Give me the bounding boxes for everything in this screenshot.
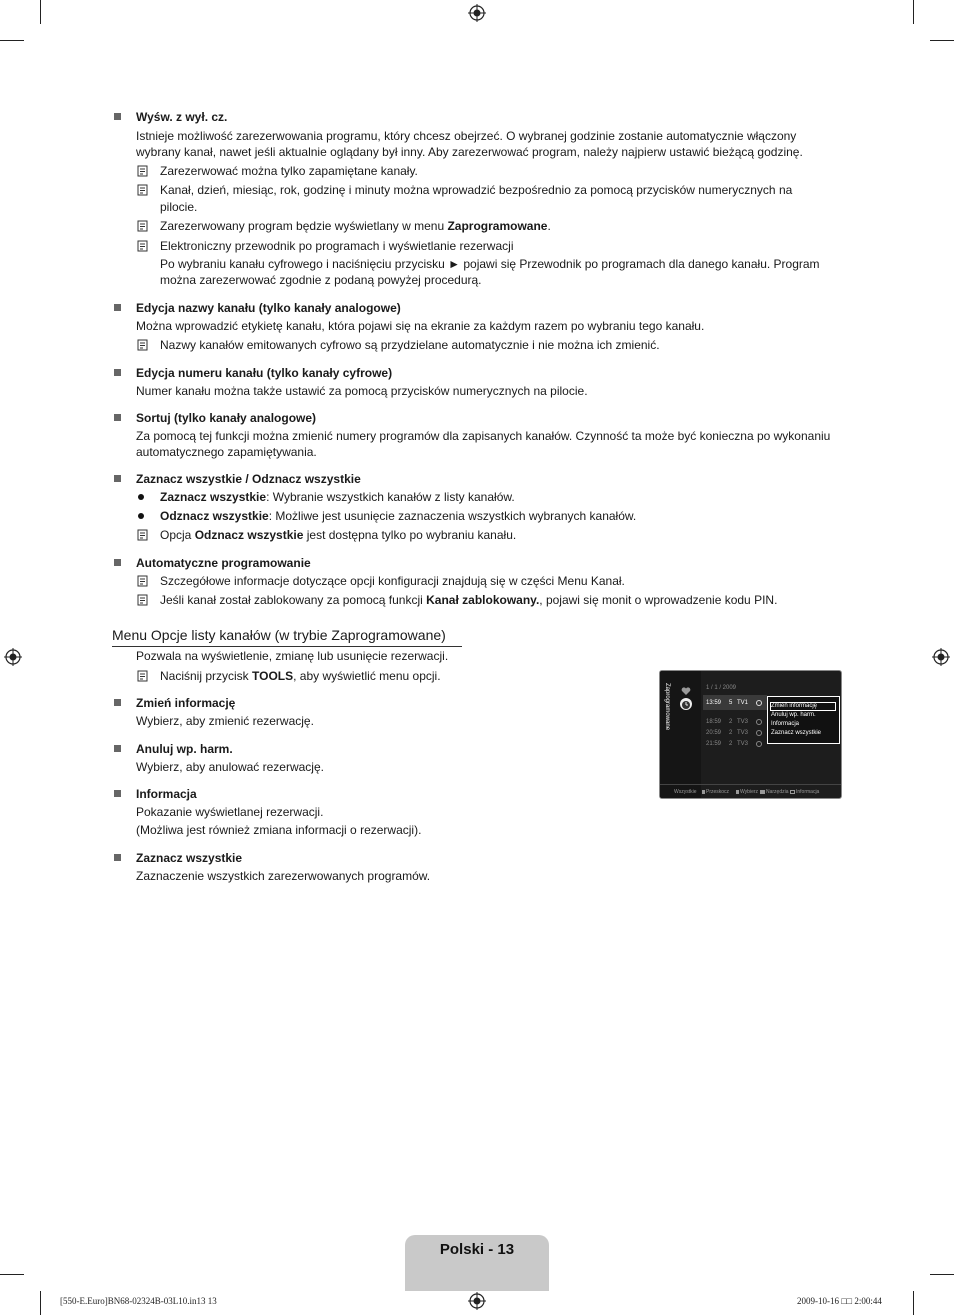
- tv-popup-item: Zaznacz wszystkie: [771, 730, 822, 736]
- square-bullet-icon: [114, 745, 121, 752]
- tv-row-num: 2: [729, 719, 733, 725]
- tv-side-label: Zaprogramowane: [664, 683, 670, 731]
- note-text: Zarezerwować można tylko zapamiętane kanały.: [160, 164, 418, 178]
- info-icon: [790, 790, 795, 794]
- tv-bottom-label: Wszystkie: [674, 789, 697, 795]
- section-body: Można wprowadzić etykietę kanału, która pojawi się na ekranie za każdym razem po wybraniu tego kanału.: [136, 319, 705, 333]
- section-title: Automatyczne programowanie: [136, 556, 311, 570]
- crop-mark: [0, 40, 24, 41]
- crop-mark: [0, 1274, 24, 1275]
- note-text: Nazwy kanałów emitowanych cyfrowo są przydzielane automatycznie i nie można ich zmienić.: [160, 338, 660, 352]
- note-text: Po wybraniu kanału cyfrowego i naciśnięciu przycisku ► pojawi się Przewodnik po programach dla danego kanału. Program: [160, 257, 820, 271]
- section-body: automatycznego zapamiętywania.: [136, 445, 317, 459]
- registration-mark-icon: [4, 648, 22, 666]
- tv-row-time: 21:59: [706, 741, 722, 747]
- note-text: Szczegółowe informacje dotyczące opcji konfiguracji znajdują się w części Menu Kanał.: [160, 574, 625, 588]
- section-title: Edycja nazwy kanału (tylko kanały analogowe): [136, 301, 401, 315]
- square-bullet-icon: [114, 369, 121, 376]
- registration-mark-icon: [932, 648, 950, 666]
- menu-item-desc: Pokazanie wyświetlanej rezerwacji.: [136, 805, 324, 819]
- tv-row-num: 5: [729, 700, 733, 706]
- registration-mark-icon: [468, 1292, 486, 1310]
- note-icon: [137, 670, 149, 682]
- tv-bottom-label: Przeskocz: [706, 789, 730, 795]
- note-text: można zarezerwować zgodnie z podaną powyżej procedurą.: [160, 273, 482, 287]
- menu-intro: Pozwala na wyświetlenie, zmianę lub usunięcie rezerwacji.: [136, 649, 449, 663]
- tv-row-time: 13:59: [706, 700, 722, 706]
- note-icon: [137, 575, 149, 587]
- note-icon: [137, 594, 149, 606]
- tv-bottom-label: Informacja: [796, 789, 820, 795]
- clock-icon: [756, 700, 762, 706]
- square-bullet-icon: [114, 790, 121, 797]
- tv-date: 1 / 1 / 2009: [706, 685, 737, 691]
- tv-popup-item: Informacja: [771, 721, 800, 727]
- note-icon: [137, 339, 149, 351]
- tv-bottom-divider: [660, 784, 842, 785]
- section-body: Za pomocą tej funkcji można zmienić numery programów dla zapisanych kanałów. Czynność ta może być konieczna po wykonaniu: [136, 429, 831, 443]
- tv-bottom-label: Narzędzia: [766, 789, 789, 795]
- tools-key: TOOLS: [252, 669, 294, 683]
- menu-item-title: Anuluj wp. harm.: [136, 742, 233, 756]
- note-text: Naciśnij przycisk TOOLS, aby wyświetlić menu opcji.: [160, 669, 441, 683]
- tv-row-channel: TV3: [737, 730, 749, 736]
- crop-mark: [40, 1291, 41, 1315]
- note-text: Zarezerwowany program będzie wyświetlany w menu Zaprogramowane.: [160, 219, 551, 233]
- tools-icon: [760, 790, 765, 794]
- menu-section-heading: Menu Opcje listy kanałów (w trybie Zaprogramowane): [112, 627, 446, 643]
- note-icon: [137, 184, 149, 196]
- section-title: Edycja numeru kanału (tylko kanały cyfrowe): [136, 366, 393, 380]
- note-text: Kanał, dzień, miesiąc, rok, godzinę i minuty można wprowadzić bezpośrednio za pomocą przycisków numerycznych na: [160, 183, 793, 197]
- note-icon: [137, 529, 149, 541]
- tv-row-num: 2: [729, 741, 733, 747]
- tv-popup-item: Anuluj wp. harm.: [771, 712, 816, 718]
- crop-mark: [40, 0, 41, 24]
- crop-mark: [913, 1291, 914, 1315]
- bullet-text: Odznacz wszystkie: Możliwe jest usunięcie zaznaczenia wszystkich wybranych kanałów.: [160, 509, 637, 523]
- menu-item-title: Zmień informację: [136, 696, 236, 710]
- square-bullet-icon: [114, 854, 121, 861]
- square-bullet-icon: [114, 559, 121, 566]
- tv-row-channel: TV1: [737, 700, 749, 706]
- section-body: Numer kanału można także ustawić za pomocą przycisków numerycznych na pilocie.: [136, 384, 588, 398]
- clock-icon: [756, 741, 762, 747]
- heart-icon: [681, 682, 691, 690]
- square-bullet-icon: [114, 304, 121, 311]
- square-bullet-icon: [114, 475, 121, 482]
- menu-item-title: Zaznacz wszystkie: [136, 851, 243, 865]
- note-text: Jeśli kanał został zablokowany za pomocą funkcji Kanał zablokowany., pojawi się monit o wprowadzenie kodu PIN.: [160, 593, 778, 607]
- square-bullet-icon: [114, 699, 121, 706]
- clock-icon: [756, 730, 762, 736]
- section-title: Zaznacz wszystkie / Odznacz wszystkie: [136, 472, 361, 486]
- square-bullet-icon: [114, 113, 121, 120]
- heading-underline: [112, 646, 462, 647]
- section-body: Istnieje możliwość zarezerwowania programu, który chcesz obejrzeć. O wybranej godzinie zostanie automatycznie włączony: [136, 129, 797, 143]
- page-number-label: Polski - 13: [439, 1241, 515, 1258]
- tv-row-num: 2: [729, 730, 733, 736]
- menu-item-desc: (Możliwa jest również zmiana informacji o rezerwacji).: [136, 823, 422, 837]
- square-bullet-icon: [114, 414, 121, 421]
- menu-item-desc: Wybierz, aby zmienić rezerwację.: [136, 714, 314, 728]
- registration-mark-icon: [468, 4, 486, 22]
- menu-item-desc: Wybierz, aby anulować rezerwację.: [136, 760, 324, 774]
- crop-mark: [930, 1274, 954, 1275]
- button-icon: [736, 790, 739, 794]
- round-bullet-icon: [138, 494, 144, 500]
- clock-icon: [680, 698, 692, 710]
- tv-row-channel: TV3: [737, 741, 749, 747]
- note-text: pilocie.: [160, 200, 198, 214]
- note-text: Opcja Odznacz wszystkie jest dostępna tylko po wybraniu kanału.: [160, 528, 517, 542]
- round-bullet-icon: [138, 513, 144, 519]
- note-icon: [137, 220, 149, 232]
- section-title: Sortuj (tylko kanały analogowe): [136, 411, 317, 425]
- menu-item-title: Informacja: [136, 787, 197, 801]
- tv-popup-item: Zmień informację: [771, 703, 818, 709]
- crop-mark: [913, 0, 914, 24]
- tv-screen-illustration: [659, 670, 842, 799]
- clock-icon: [756, 719, 762, 725]
- file-info: [550-E.Euro]BN68-02324B-03L10.in13 13: [60, 1296, 217, 1306]
- tv-bottom-label: Wybierz: [740, 789, 759, 795]
- note-icon: [137, 240, 149, 252]
- button-icon: [702, 790, 705, 794]
- crop-mark: [930, 40, 954, 41]
- note-icon: [137, 165, 149, 177]
- note-text: Elektroniczny przewodnik po programach i wyświetlanie rezerwacji: [160, 239, 514, 253]
- menu-name: Zaprogramowane: [447, 219, 548, 233]
- tv-row-channel: TV3: [737, 719, 749, 725]
- section-body: wybrany kanał, nawet jeśli aktualnie oglądany był inny. Aby zarezerwować program, należy najpierw ustawić bieżącą godzinę.: [136, 145, 803, 159]
- section-title: Wyśw. z wył. cz.: [136, 110, 228, 124]
- menu-item-desc: Zaznaczenie wszystkich zarezerwowanych programów.: [136, 869, 431, 883]
- tv-row-time: 18:59: [706, 719, 722, 725]
- print-date: 2009-10-16 □□ 2:00:44: [797, 1296, 882, 1306]
- tv-row-time: 20:59: [706, 730, 722, 736]
- bullet-text: Zaznacz wszystkie: Wybranie wszystkich kanałów z listy kanałów.: [160, 490, 515, 504]
